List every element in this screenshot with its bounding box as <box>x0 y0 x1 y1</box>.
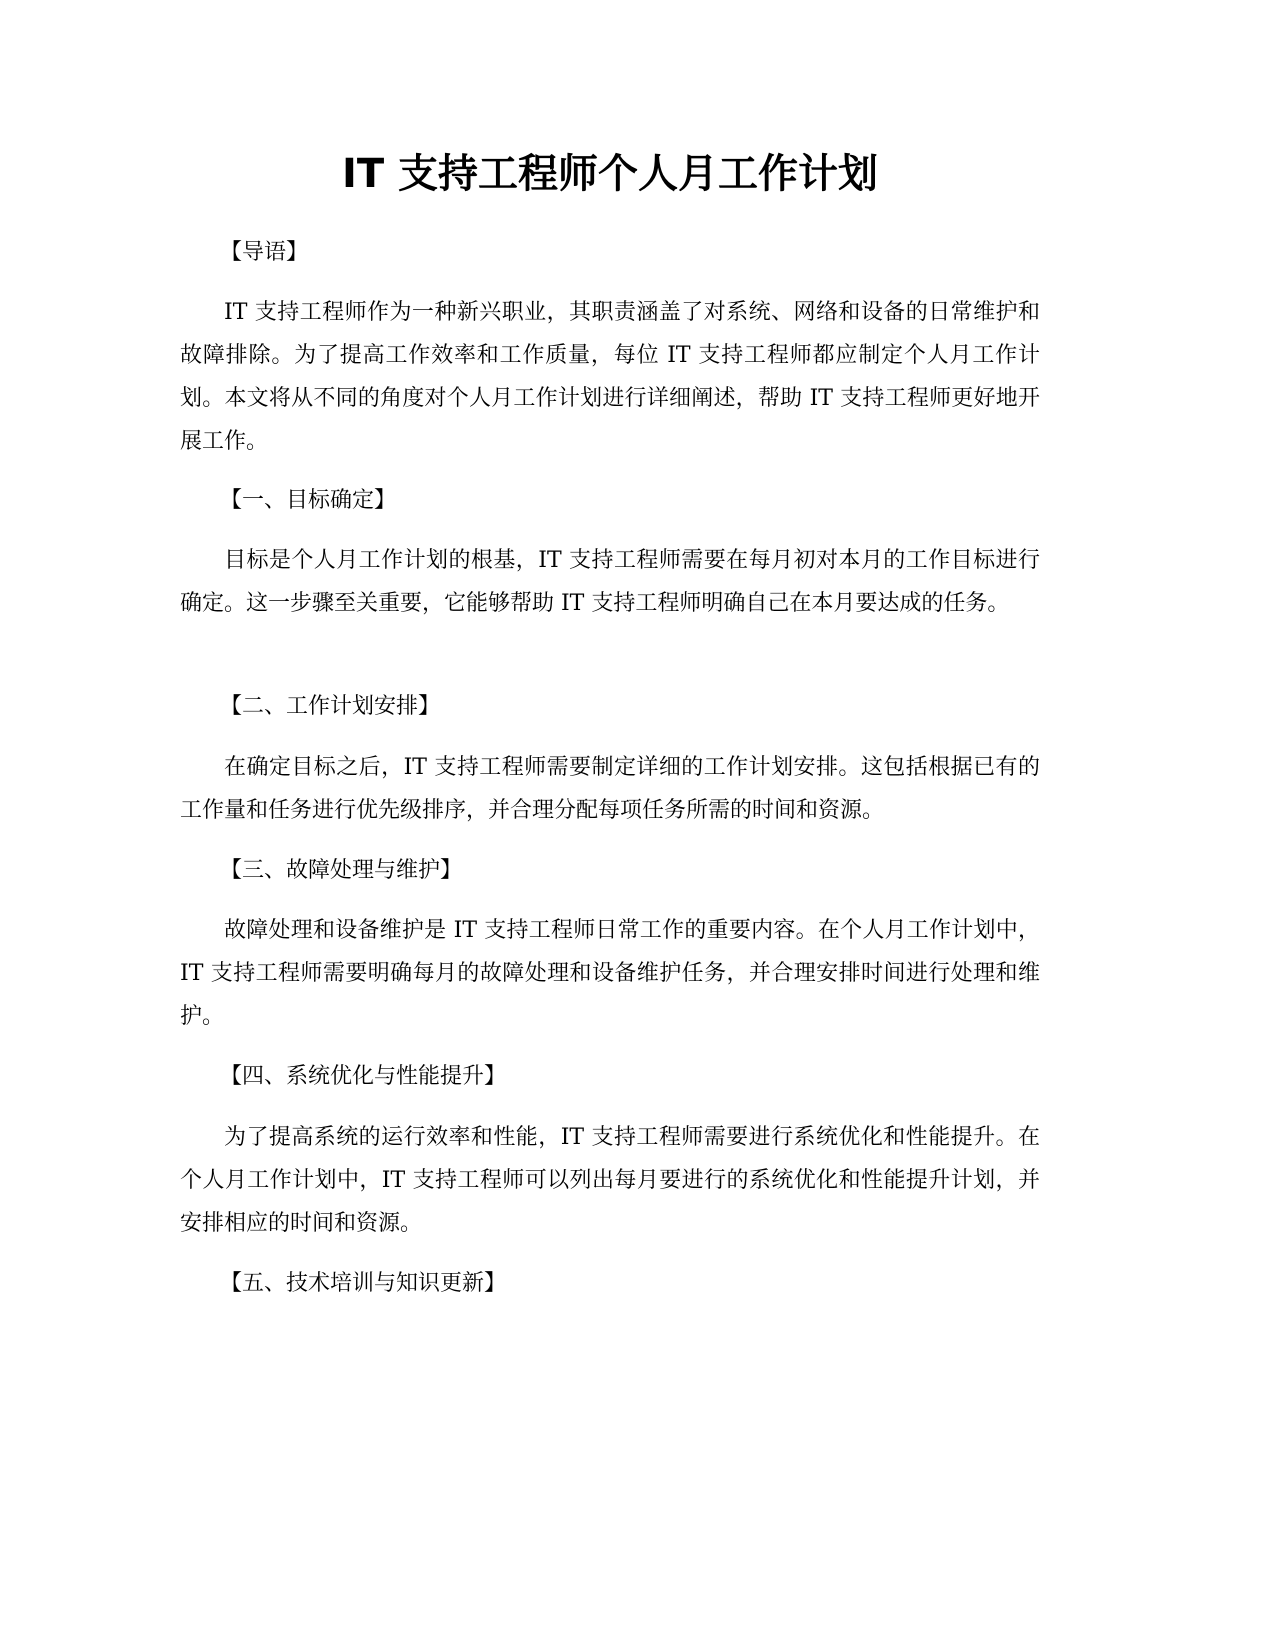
section-heading-goals: 【一、目标确定】 <box>220 488 397 513</box>
section-heading-optimization: 【四、系统优化与性能提升】 <box>220 1064 507 1089</box>
section-heading-intro: 【导语】 <box>220 240 309 265</box>
section-heading-plan: 【二、工作计划安排】 <box>220 694 441 719</box>
section-body-maintenance: 故障处理和设备维护是 IT 支持工程师日常工作的重要内容。在个人月工作计划中，IT 支持工程师需要明确每月的故障处理和设备维护任务，并合理安排时间进行处理和维护。 <box>180 918 1040 1029</box>
document-title: IT 支持工程师个人月工作计划 <box>341 151 879 197</box>
section-body-goals: 目标是个人月工作计划的根基，IT 支持工程师需要在每月初对本月的工作目标进行确定。这一步骤至关重要，它能够帮助 IT 支持工程师明确自己在本月要达成的任务。 <box>180 548 1040 616</box>
section-body-intro: IT 支持工程师作为一种新兴职业，其职责涵盖了对系统、网络和设备的日常维护和故障排除。为了提高工作效率和工作质量，每位 IT 支持工程师都应制定个人月工作计划。本文将从不同的角度对个人月工作计划进行详细阐述，帮助 IT 支持工程师更好地开展工作。 <box>180 300 1040 454</box>
section-heading-training: 【五、技术培训与知识更新】 <box>220 1271 507 1296</box>
section-body-optimization: 为了提高系统的运行效率和性能，IT 支持工程师需要进行系统优化和性能提升。在个人月工作计划中，IT 支持工程师可以列出每月要进行的系统优化和性能提升计划，并安排相应的时间和资源。 <box>180 1125 1040 1236</box>
section-body-plan: 在确定目标之后，IT 支持工程师需要制定详细的工作计划安排。这包括根据已有的工作量和任务进行优先级排序，并合理分配每项任务所需的时间和资源。 <box>180 755 1040 823</box>
section-heading-maintenance: 【三、故障处理与维护】 <box>220 858 463 883</box>
